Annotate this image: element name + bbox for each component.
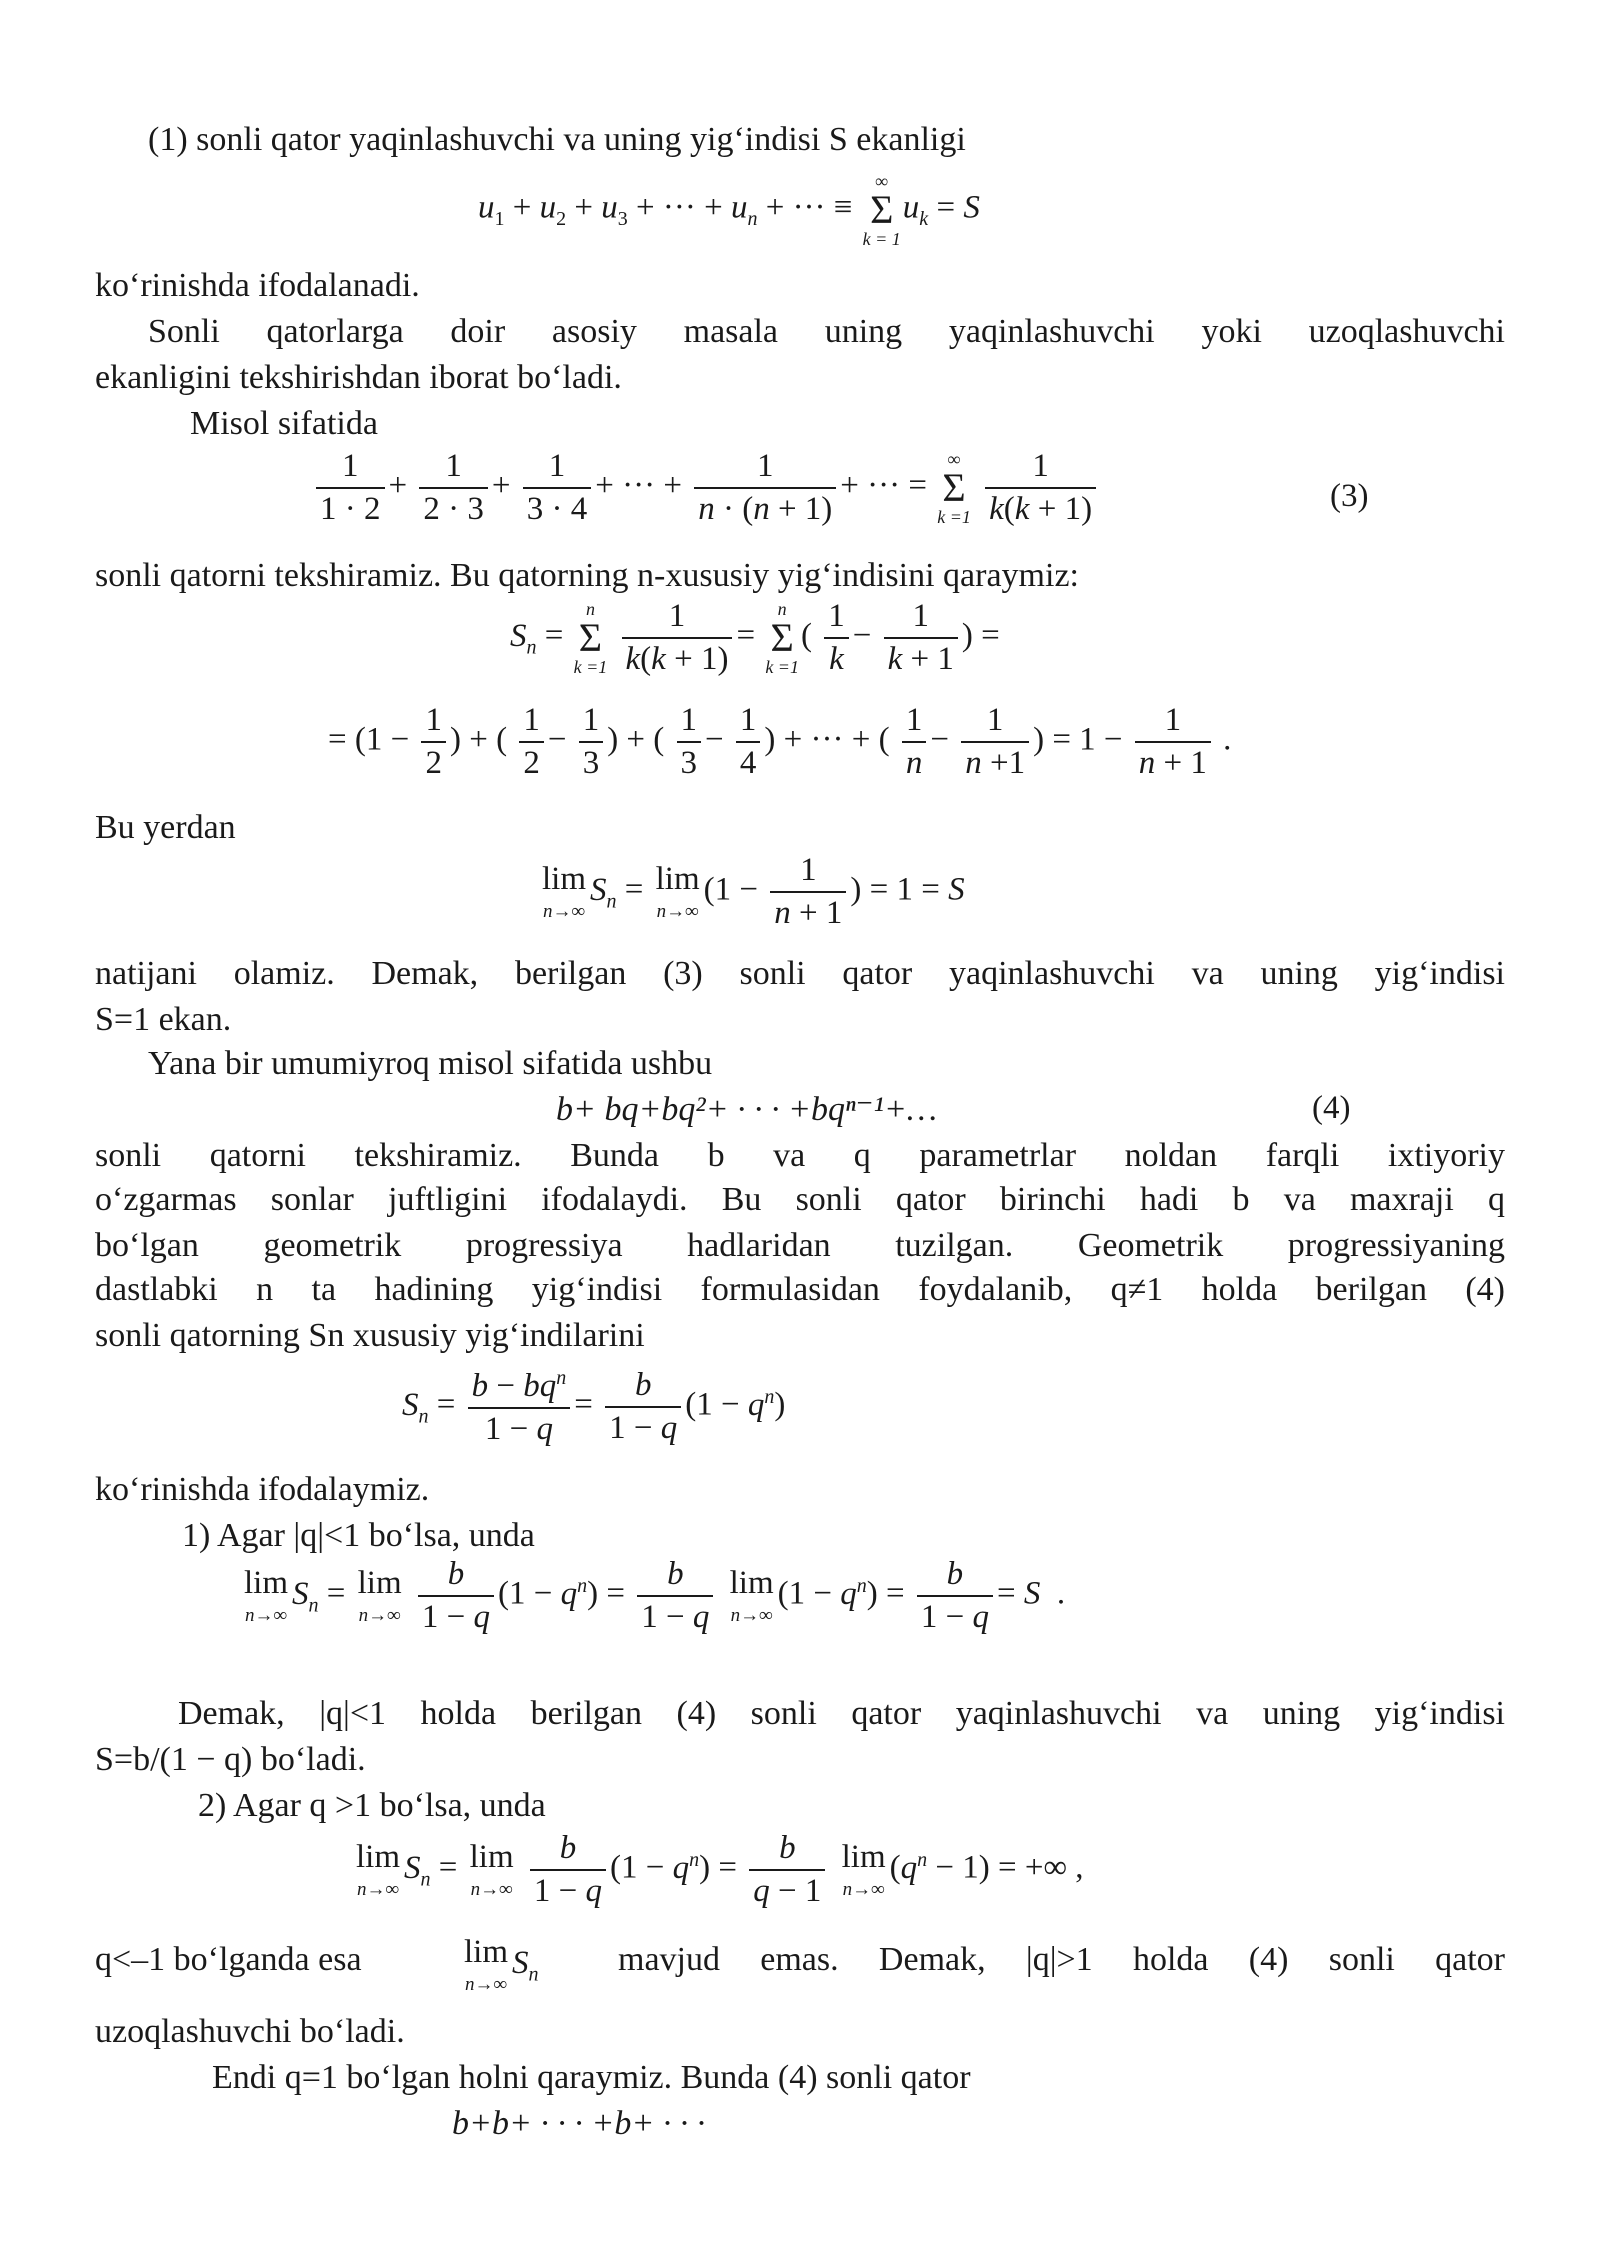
text-line: (1) sonli qator yaqinlashuvchi va uning yig‘indisi S ekanligi bbox=[148, 121, 966, 158]
text-line: natijani olamiz. Demak, berilgan (3) sonli qator yaqinlashuvchi va uning yig‘indisi bbox=[95, 955, 1505, 992]
equation-last-series: b+b+ · · · +b+ · · · bbox=[452, 2105, 706, 2142]
text-line: 1) Agar |q|<1 bo‘lsa, unda bbox=[182, 1517, 535, 1554]
equation-geometric-partial: $S_n$ = $\frac{b - bq^n}{1 - q}$ = $\frac{b}{1 - q}$ $(1 - q^n)$ bbox=[402, 1367, 786, 1447]
text-line: dastlabki n ta hadining yig‘indisi formulasidan foydalanib, q≠1 holda berilgan (4) bbox=[95, 1271, 1505, 1308]
text-line: q<–1 bo‘lganda esa bbox=[95, 1941, 362, 1978]
equation-4: b+ bq+bq²+ · · · +bqⁿ⁻¹+… bbox=[556, 1091, 937, 1128]
equation-number: (3) bbox=[1330, 478, 1369, 514]
equation-limit-q-lt-1: lim n→∞ $S_n$ = lim n→∞ $\frac{b}{1 - q}$ $(1 - q^n)$ = $\frac{b}{1 - q}$ lim n→∞ $(1 - q^n)$ = $\frac{b}{1 - q}$ = S . bbox=[244, 1556, 1066, 1635]
text-line: o‘zgarmas sonlar juftligini ifodalaydi. Bu sonli qator birinchi hadi b va maxraji q bbox=[95, 1181, 1505, 1218]
text-line: ko‘rinishda ifodalaymiz. bbox=[95, 1471, 430, 1508]
equation-limit: lim n→∞ $S_n$ = lim n→∞ (1 − $\frac{1}{n + 1}$ ) = 1 = S bbox=[542, 852, 965, 931]
text-line: Misol sifatida bbox=[190, 405, 378, 442]
text-line: ekanligini tekshirishdan iborat bo‘ladi. bbox=[95, 359, 622, 396]
text-line: Demak, |q|<1 holda berilgan (4) sonli qator yaqinlashuvchi va uning yig‘indisi bbox=[178, 1695, 1505, 1732]
text-line: sonli qatorni tekshiramiz. Bu qatorning n-xususiy yig‘indisini qaraymiz: bbox=[95, 557, 1079, 594]
equation-telescoping: = (1 − $\frac{1}{2}$ ) + ( $\frac{1}{2}$ − $\frac{1}{3}$ ) + ( $\frac{1}{3}$ − $\frac{1}{4}$ ) + ··· + ( $\frac{1}{n}$ − $\frac{1}{n +1}$ ) = 1 − $\frac{1}{n + 1}$ . bbox=[328, 702, 1232, 781]
equation-partial-sum: $S_n$ = n Σ k =1 $\frac{1}{k(k + 1)}$ = n Σ k =1 ( $\frac{1}{k}$ − $\frac{1}{k + 1}$ ) = bbox=[510, 598, 1000, 677]
text-line: S=1 ekan. bbox=[95, 1001, 232, 1038]
equation-series-sum: $u_1 + u_2 + u_3$ + ··· + $u_n$ + ··· ≡ ∞ Σ k = 1 $u_k = S$ bbox=[478, 171, 980, 249]
text-line: S=b/(1 − q) bo‘ladi. bbox=[95, 1741, 366, 1778]
text-line: Endi q=1 bo‘lgan holni qaraymiz. Bunda (4) sonli qator bbox=[212, 2059, 971, 2096]
text-line: Bu yerdan bbox=[95, 809, 236, 846]
text-line: sonli qatorni tekshiramiz. Bunda b va q parametrlar noldan farqli ixtiyoriy bbox=[95, 1137, 1505, 1174]
text-line: sonli qatorning Sn xususiy yig‘indilarini bbox=[95, 1317, 645, 1354]
text-line: uzoqlashuvchi bo‘ladi. bbox=[95, 2013, 405, 2050]
text-line: ko‘rinishda ifodalanadi. bbox=[95, 267, 420, 304]
text-line: bo‘lgan geometrik progressiya hadlaridan tuzilgan. Geometrik progressiyaning bbox=[95, 1227, 1505, 1264]
equation-3: $\frac{1}{1 \cdot 2}$ + $\frac{1}{2 \cdot 3}$ + $\frac{1}{3 \cdot 4}$ + ··· + $\frac{1}{n \cdot (n + 1)}$ + ··· = ∞ Σ k =1 $\frac{1}{k(k + 1)}$ bbox=[312, 450, 1100, 526]
text-line: Sonli qatorlarga doir asosiy masala uning yaqinlashuvchi yoki uzoqlashuvchi bbox=[148, 313, 1505, 350]
text-line: 2) Agar q >1 bo‘lsa, unda bbox=[198, 1787, 546, 1824]
equation-number: (4) bbox=[1312, 1090, 1351, 1126]
text-line: Yana bir umumiyroq misol sifatida ushbu bbox=[148, 1045, 713, 1082]
equation-limit-q-gt-1: lim n→∞ $S_n$ = lim n→∞ $\frac{b}{1 - q}$ $(1 - q^n)$ = $\frac{b}{q - 1}$ lim n→∞ $(q^n - 1)$ = +∞ , bbox=[356, 1830, 1084, 1909]
text-line: mavjud emas. Demak, |q|>1 holda (4) sonli qator bbox=[618, 1941, 1505, 1978]
equation-inline-limit: lim n→∞ $S_n$ bbox=[464, 1934, 539, 1995]
